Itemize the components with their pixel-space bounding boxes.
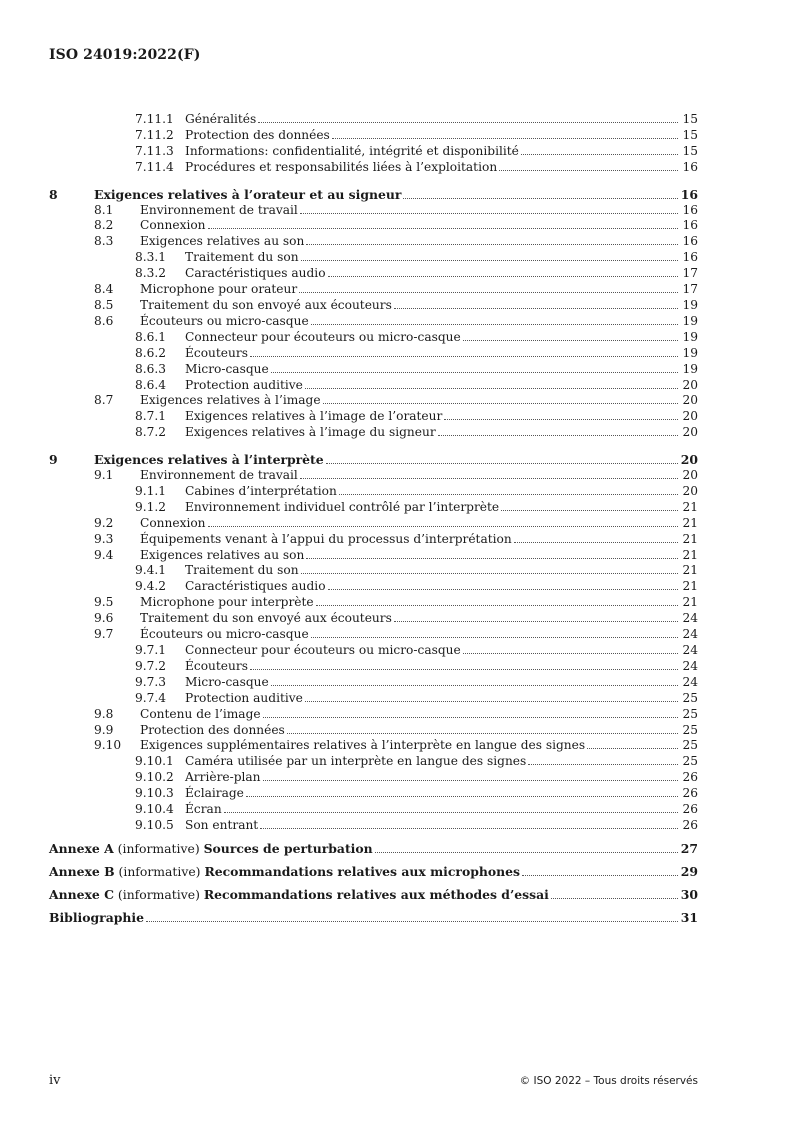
- toc-entry-title: Environnement de travail: [140, 468, 298, 483]
- toc-entry-number: 8.6.2: [135, 345, 167, 360]
- toc-annex-title-group: [49, 864, 520, 880]
- toc-entry[interactable]: [49, 611, 698, 627]
- toc-entry[interactable]: [49, 802, 698, 818]
- toc-entry[interactable]: [49, 218, 698, 234]
- dot-leader: [463, 339, 678, 341]
- dot-leader: [522, 874, 678, 876]
- toc-entry-page: 26: [682, 817, 698, 832]
- dot-leader: [271, 371, 678, 373]
- toc-entry-number: 8.6.3: [135, 361, 167, 376]
- toc-entry-number: 8.1: [94, 202, 114, 217]
- toc-entry[interactable]: [49, 675, 698, 691]
- toc-entry-title: Procédures et responsabilités liées à l’exploitation: [185, 159, 498, 174]
- toc-entry-page: 29: [680, 863, 698, 879]
- dot-leader: [208, 525, 678, 527]
- toc-entry-number: 8.2: [94, 218, 114, 233]
- toc-entry[interactable]: [49, 484, 698, 500]
- toc-entry-number: 8.7.2: [135, 425, 167, 440]
- toc-entry-page: 26: [682, 802, 698, 817]
- toc-entry-page: 20: [680, 452, 698, 468]
- toc-entry-page: 21: [682, 499, 698, 514]
- toc-entry-page: 20: [682, 468, 698, 483]
- table-of-contents: [49, 112, 698, 926]
- toc-annex-title: Bibliographie: [49, 909, 145, 925]
- toc-entry-title: Exigences relatives à l’image: [140, 393, 321, 408]
- toc-entry-number: 8.4: [94, 282, 114, 297]
- toc-entry-page: 16: [682, 202, 698, 217]
- toc-entry-title: Informations: confidentialité, intégrité et disponibilité: [185, 143, 519, 158]
- toc-entry-page: 24: [682, 658, 698, 673]
- toc-entry-title: Éclairage: [185, 786, 244, 801]
- dot-leader: [328, 275, 678, 277]
- toc-entry-page: 16: [682, 159, 698, 174]
- dot-leader: [501, 509, 678, 511]
- toc-entry-page: 25: [682, 690, 698, 705]
- toc-entry[interactable]: [49, 738, 698, 754]
- toc-entry-title: Généralités: [185, 112, 257, 126]
- toc-entry-page: 19: [682, 313, 698, 328]
- dot-leader: [306, 243, 678, 245]
- toc-entry[interactable]: [49, 468, 698, 484]
- toc-entry-title: Traitement du son envoyé aux écouteurs: [140, 297, 392, 312]
- toc-entry-number: 9.10.5: [135, 817, 174, 832]
- toc-entry-page: 25: [682, 738, 698, 753]
- toc-entry-number: 8.7.1: [135, 409, 167, 424]
- toc-annex-note: (informative): [114, 863, 205, 879]
- toc-annex-title: Recommandations relatives aux microphones: [204, 863, 521, 879]
- toc-entry-title: Exigences relatives au son: [140, 547, 305, 562]
- dot-leader: [375, 851, 678, 853]
- toc-entry-number: 8.7: [94, 393, 114, 408]
- toc-entry[interactable]: [49, 627, 698, 643]
- toc-entry-title: Protection auditive: [185, 690, 303, 705]
- dot-leader: [305, 700, 678, 702]
- dot-leader: [394, 307, 678, 309]
- toc-entry-page: 15: [682, 143, 698, 158]
- toc-entry[interactable]: [49, 770, 698, 786]
- toc-entry[interactable]: [49, 452, 698, 468]
- dot-leader: [444, 418, 678, 420]
- toc-entry[interactable]: [49, 516, 698, 532]
- toc-entry-number: 8.6.4: [135, 377, 167, 392]
- toc-annex-title-group: [49, 841, 373, 857]
- toc-entry-page: 19: [682, 297, 698, 312]
- toc-entry-page: 17: [682, 282, 698, 297]
- toc-entry-number: 9: [49, 452, 58, 468]
- dot-leader: [551, 897, 678, 899]
- toc-entry-number: 9.5: [94, 595, 114, 610]
- toc-entry[interactable]: [49, 659, 698, 675]
- toc-entry[interactable]: [49, 266, 698, 282]
- dot-leader: [499, 169, 678, 171]
- toc-entry-page: 15: [682, 112, 698, 126]
- toc-entry-number: 9.7.1: [135, 643, 167, 657]
- toc-entry-title: Écran: [185, 802, 222, 817]
- toc-entry-page: 19: [682, 361, 698, 376]
- toc-entry-page: 16: [682, 250, 698, 265]
- toc-entry-title: Connecteur pour écouteurs ou micro-casque: [185, 329, 461, 344]
- toc-entry-number: 9.2: [94, 515, 114, 530]
- toc-entry-title: Exigences relatives à l’interprète: [94, 452, 324, 468]
- toc-entry-number: 8.6.1: [135, 329, 167, 344]
- toc-entry-page: 16: [682, 218, 698, 233]
- toc-entry-page: 21: [682, 595, 698, 610]
- toc-entry-title: Caractéristiques audio: [185, 579, 326, 594]
- toc-entry-title: Connexion: [140, 218, 206, 233]
- dot-leader: [263, 716, 678, 718]
- toc-entry-title: Traitement du son: [185, 563, 299, 578]
- toc-entry[interactable]: [49, 298, 698, 314]
- toc-entry-title: Arrière-plan: [185, 770, 261, 785]
- toc-entry-page: 21: [682, 547, 698, 562]
- toc-entry-title: Microphone pour orateur: [140, 282, 298, 297]
- dot-leader: [246, 795, 678, 797]
- toc-entry-number: 8.6: [94, 313, 114, 328]
- toc-entry-number: 9.4: [94, 547, 114, 562]
- dot-leader: [316, 604, 678, 606]
- toc-entry[interactable]: [49, 187, 698, 203]
- toc-entry-number: 9.9: [94, 722, 114, 737]
- toc-annex-title: Sources de perturbation: [203, 840, 373, 856]
- toc-entry[interactable]: [49, 786, 698, 802]
- toc-entry[interactable]: [49, 330, 698, 346]
- dot-leader: [305, 387, 678, 389]
- toc-entry-page: 20: [682, 377, 698, 392]
- toc-entry[interactable]: [49, 393, 698, 409]
- toc-entry-page: 24: [682, 611, 698, 626]
- dot-leader: [463, 652, 678, 654]
- dot-leader: [521, 153, 678, 155]
- toc-entry-title: Micro-casque: [185, 674, 269, 689]
- toc-entry-page: 26: [682, 770, 698, 785]
- toc-annex-label: Annexe B: [49, 863, 115, 879]
- dot-leader: [403, 197, 678, 199]
- toc-entry[interactable]: [49, 595, 698, 611]
- dot-leader: [587, 747, 678, 749]
- toc-entry-page: 24: [682, 643, 698, 657]
- dot-leader: [146, 920, 678, 922]
- dot-leader: [208, 227, 678, 229]
- toc-annex-entry[interactable]: [49, 864, 698, 880]
- dot-leader: [300, 477, 678, 479]
- toc-entry-number: 9.1: [94, 468, 114, 483]
- toc-entry-number: 9.6: [94, 611, 114, 626]
- dot-leader: [306, 557, 678, 559]
- toc-entry-title: Connexion: [140, 515, 206, 530]
- dot-leader: [311, 323, 678, 325]
- toc-entry-page: 16: [680, 186, 698, 202]
- toc-annex-entry[interactable]: [49, 841, 698, 857]
- toc-entry-number: 8.3.1: [135, 250, 167, 265]
- dot-leader: [528, 763, 678, 765]
- dot-leader: [300, 212, 678, 214]
- toc-entry[interactable]: [49, 250, 698, 266]
- toc-entry[interactable]: [49, 754, 698, 770]
- toc-entry[interactable]: [49, 548, 698, 564]
- toc-entry-page: 16: [682, 234, 698, 249]
- toc-entry[interactable]: [49, 723, 698, 739]
- toc-entry[interactable]: [49, 500, 698, 516]
- toc-entry[interactable]: [49, 579, 698, 595]
- toc-annex-entry[interactable]: [49, 910, 698, 926]
- toc-entry-number: 7.11.2: [135, 127, 174, 142]
- toc-entry-number: 9.10.2: [135, 770, 174, 785]
- toc-entry-title: Exigences relatives à l’orateur et au signeur: [94, 186, 402, 202]
- toc-entry-page: 20: [682, 483, 698, 498]
- toc-entry-title: Traitement du son: [185, 250, 299, 265]
- toc-entry-number: 9.1.1: [135, 483, 167, 498]
- toc-entry-page: 19: [682, 329, 698, 344]
- toc-entry-number: 9.7: [94, 627, 114, 642]
- toc-annex-label: Annexe A: [49, 840, 114, 856]
- toc-entry-title: Protection des données: [185, 127, 330, 142]
- toc-entry[interactable]: [49, 144, 698, 160]
- toc-entry[interactable]: [49, 362, 698, 378]
- dot-leader: [250, 668, 678, 670]
- toc-entry-page: 20: [682, 425, 698, 440]
- toc-entry-page: 25: [682, 722, 698, 737]
- toc-entry-title: Son entrant: [185, 817, 259, 832]
- toc-entry-page: 21: [682, 579, 698, 594]
- toc-entry-title: Protection auditive: [185, 377, 303, 392]
- toc-entry-page: 27: [680, 840, 698, 856]
- toc-entry-title: Exigences relatives au son: [140, 234, 305, 249]
- dot-leader: [287, 732, 678, 734]
- toc-entry-page: 21: [682, 531, 698, 546]
- toc-entry-number: 7.11.1: [135, 112, 174, 126]
- toc-entry-number: 9.1.2: [135, 499, 167, 514]
- dot-leader: [514, 541, 678, 543]
- toc-entry-page: 31: [680, 909, 698, 925]
- dot-leader: [258, 121, 678, 123]
- toc-entry-number: 8.5: [94, 297, 114, 312]
- toc-entry-number: 9.10.1: [135, 754, 174, 769]
- toc-entry-title: Exigences relatives à l’image de l’orateur: [185, 409, 443, 424]
- toc-entry[interactable]: [49, 425, 698, 441]
- toc-entry[interactable]: [49, 314, 698, 330]
- toc-entry[interactable]: [49, 409, 698, 425]
- toc-entry[interactable]: [49, 818, 698, 834]
- toc-entry-title: Écouteurs: [185, 345, 248, 360]
- copyright-notice: © ISO 2022 – Tous droits réservés: [519, 1075, 698, 1087]
- toc-entry-number: 9.10: [94, 738, 122, 753]
- dot-leader: [311, 636, 678, 638]
- toc-entry-title: Écouteurs: [185, 658, 248, 673]
- toc-entry-title: Environnement de travail: [140, 202, 298, 217]
- toc-annex-note: (informative): [113, 886, 204, 902]
- toc-annex-label: Annexe C: [49, 886, 114, 902]
- document-id: ISO 24019:2022(F): [49, 47, 201, 63]
- toc-entry-page: 15: [682, 127, 698, 142]
- toc-entry[interactable]: [49, 160, 698, 176]
- toc-entry[interactable]: [49, 378, 698, 394]
- toc-entry-title: Micro-casque: [185, 361, 269, 376]
- toc-entry-title: Cabines d’interprétation: [185, 483, 337, 498]
- toc-entry-title: Équipements venant à l’appui du processus d’interprétation: [140, 531, 512, 546]
- toc-entry-page: 17: [682, 266, 698, 281]
- toc-entry[interactable]: [49, 112, 698, 128]
- toc-entry-number: 9.4.1: [135, 563, 167, 578]
- dot-leader: [299, 291, 678, 293]
- toc-entry[interactable]: [49, 282, 698, 298]
- toc-entry-page: 19: [682, 345, 698, 360]
- toc-entry[interactable]: [49, 203, 698, 219]
- toc-annex-note: (informative): [113, 840, 204, 856]
- toc-entry-title: Caractéristiques audio: [185, 266, 326, 281]
- toc-entry-number: 9.10.3: [135, 786, 174, 801]
- toc-entry-number: 8.3: [94, 234, 114, 249]
- dot-leader: [301, 259, 678, 261]
- dot-leader: [438, 434, 678, 436]
- dot-leader: [263, 779, 678, 781]
- toc-entry[interactable]: [49, 643, 698, 659]
- toc-entry-page: 30: [680, 886, 698, 902]
- toc-entry-title: Caméra utilisée par un interprète en langue des signes: [185, 754, 527, 769]
- dot-leader: [328, 588, 678, 590]
- toc-entry-number: 8.3.2: [135, 266, 167, 281]
- toc-entry-number: 9.8: [94, 706, 114, 721]
- toc-entry-title: Contenu de l’image: [140, 706, 261, 721]
- dot-leader: [301, 572, 678, 574]
- dot-leader: [250, 355, 678, 357]
- toc-entry-number: 9.7.2: [135, 658, 167, 673]
- toc-entry-title: Microphone pour interprète: [140, 595, 314, 610]
- dot-leader: [394, 620, 678, 622]
- toc-entry[interactable]: [49, 707, 698, 723]
- toc-entry-title: Environnement individuel contrôlé par l’interprète: [185, 499, 500, 514]
- toc-entry-title: Écouteurs ou micro-casque: [140, 627, 309, 642]
- toc-entry[interactable]: [49, 346, 698, 362]
- dot-leader: [260, 827, 678, 829]
- toc-entry-page: 20: [682, 409, 698, 424]
- toc-entry-number: 9.7.4: [135, 690, 167, 705]
- dot-leader: [332, 137, 678, 139]
- toc-entry-page: 25: [682, 706, 698, 721]
- toc-entry[interactable]: [49, 128, 698, 144]
- toc-entry-page: 21: [682, 515, 698, 530]
- page-number: iv: [49, 1073, 61, 1088]
- dot-leader: [271, 684, 678, 686]
- toc-entry-number: 7.11.4: [135, 159, 174, 174]
- toc-entry-title: Exigences supplémentaires relatives à l’interprète en langue des signes: [140, 738, 586, 753]
- toc-entry-number: 9.10.4: [135, 802, 174, 817]
- toc-entry-number: 8: [49, 186, 58, 202]
- dot-leader: [323, 402, 678, 404]
- toc-entry-page: 20: [682, 393, 698, 408]
- toc-annex-title: Recommandations relatives aux méthodes d’essai: [203, 886, 549, 902]
- toc-entry-page: 24: [682, 627, 698, 642]
- toc-annex-title-group: [49, 910, 144, 926]
- toc-entry-title: Écouteurs ou micro-casque: [140, 313, 309, 328]
- dot-leader: [339, 493, 678, 495]
- toc-entry[interactable]: [49, 532, 698, 548]
- toc-annex-title-group: [49, 887, 549, 903]
- toc-entry-title: Protection des données: [140, 722, 285, 737]
- toc-entry[interactable]: [49, 234, 698, 250]
- toc-entry-page: 24: [682, 674, 698, 689]
- toc-annex-entry[interactable]: [49, 887, 698, 903]
- toc-entry-number: 9.3: [94, 531, 114, 546]
- toc-entry-number: 9.4.2: [135, 579, 167, 594]
- toc-entry-page: 21: [682, 563, 698, 578]
- toc-entry[interactable]: [49, 563, 698, 579]
- toc-entry-page: 26: [682, 786, 698, 801]
- dot-leader: [326, 462, 678, 464]
- dot-leader: [224, 811, 678, 813]
- toc-entry[interactable]: [49, 691, 698, 707]
- toc-entry-number: 9.7.3: [135, 674, 167, 689]
- toc-entry-number: 7.11.3: [135, 143, 174, 158]
- toc-entry-page: 25: [682, 754, 698, 769]
- toc-entry-title: Exigences relatives à l’image du signeur: [185, 425, 436, 440]
- toc-entry-title: Connecteur pour écouteurs ou micro-casque: [185, 643, 461, 657]
- toc-entry-title: Traitement du son envoyé aux écouteurs: [140, 611, 392, 626]
